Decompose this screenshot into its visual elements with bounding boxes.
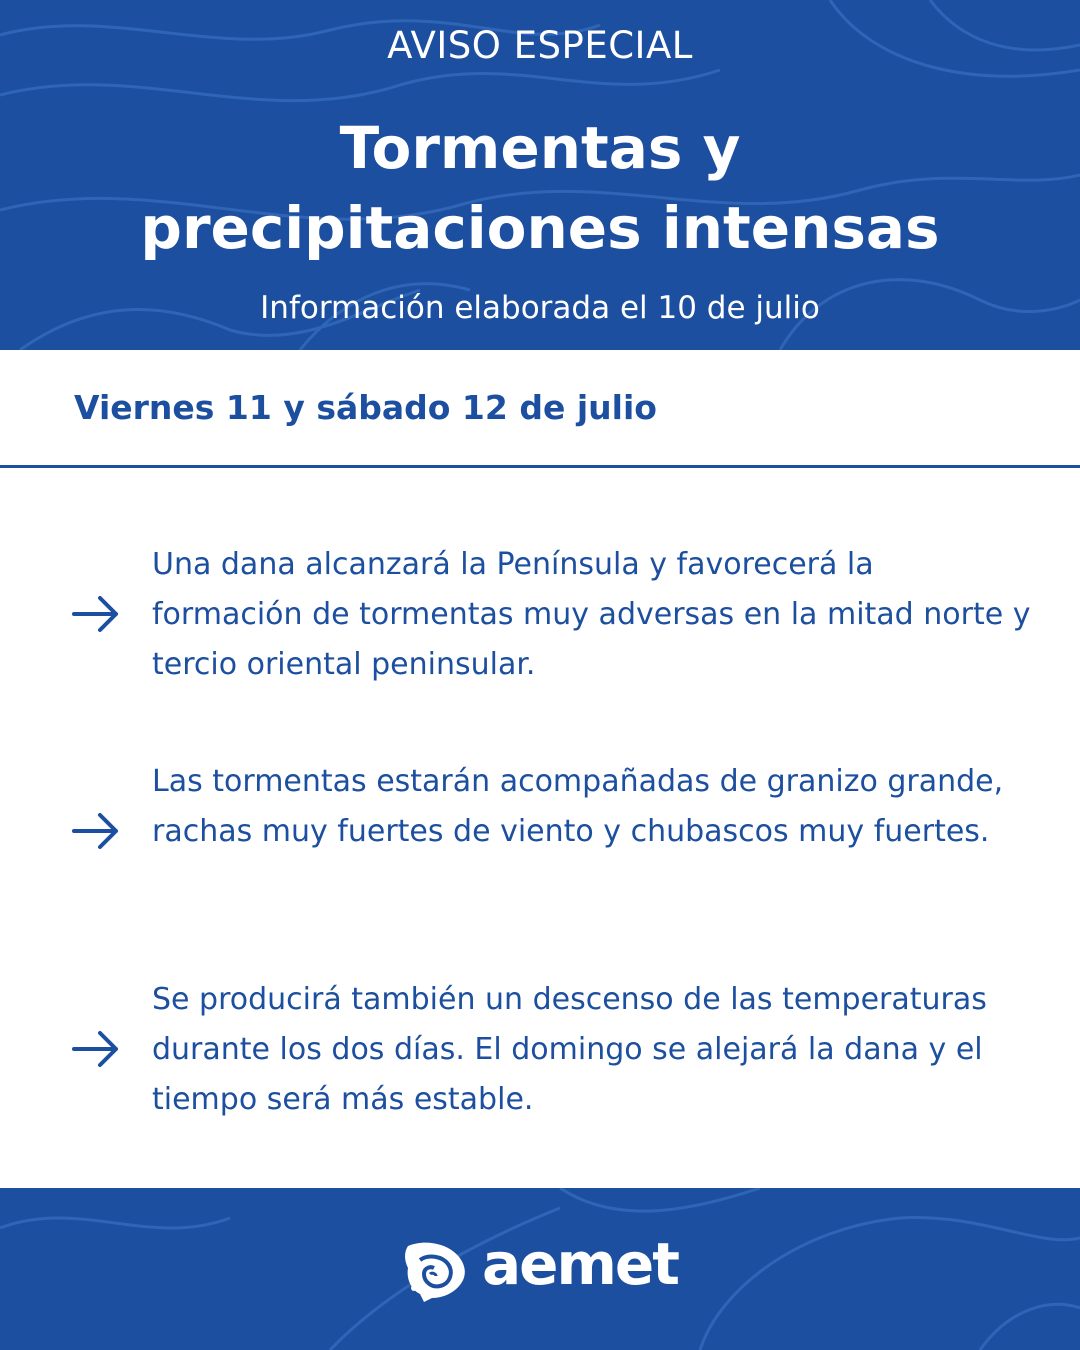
arrow-right-icon [70,811,122,851]
arrow-right-icon [70,594,122,634]
date-bar [0,350,1080,468]
list-item-text: Las tormentas estarán acompañadas de granizo grande, rachas muy fuertes de viento y chubascos muy fuertes. [152,764,1004,849]
aemet-logo [402,1230,682,1304]
list-item-text: Se producirá también un descenso de las temperaturas durante los dos días. El domingo se alejará la dana y el tiempo será más estable. [152,982,987,1117]
kicker-label: AVISO ESPECIAL [387,24,693,67]
page-title [0,108,1080,268]
date-label: Viernes 11 y sábado 12 de julio [74,388,657,427]
aemet-wordmark: aemet [482,1230,678,1298]
aemet-emblem-icon [402,1238,474,1304]
title-line-1: Tormentas y [339,114,741,182]
list-item-text: Una dana alcanzará la Península y favorecerá la formación de tormentas muy adversas en la mitad norte y tercio oriental peninsular. [152,547,1031,682]
header-banner [0,0,1080,350]
arrow-right-icon [70,1029,122,1069]
title-line-2: precipitaciones intensas [140,194,940,262]
footer-banner [0,1188,1080,1350]
subtitle: Información elaborada el 10 de julio [260,290,820,326]
